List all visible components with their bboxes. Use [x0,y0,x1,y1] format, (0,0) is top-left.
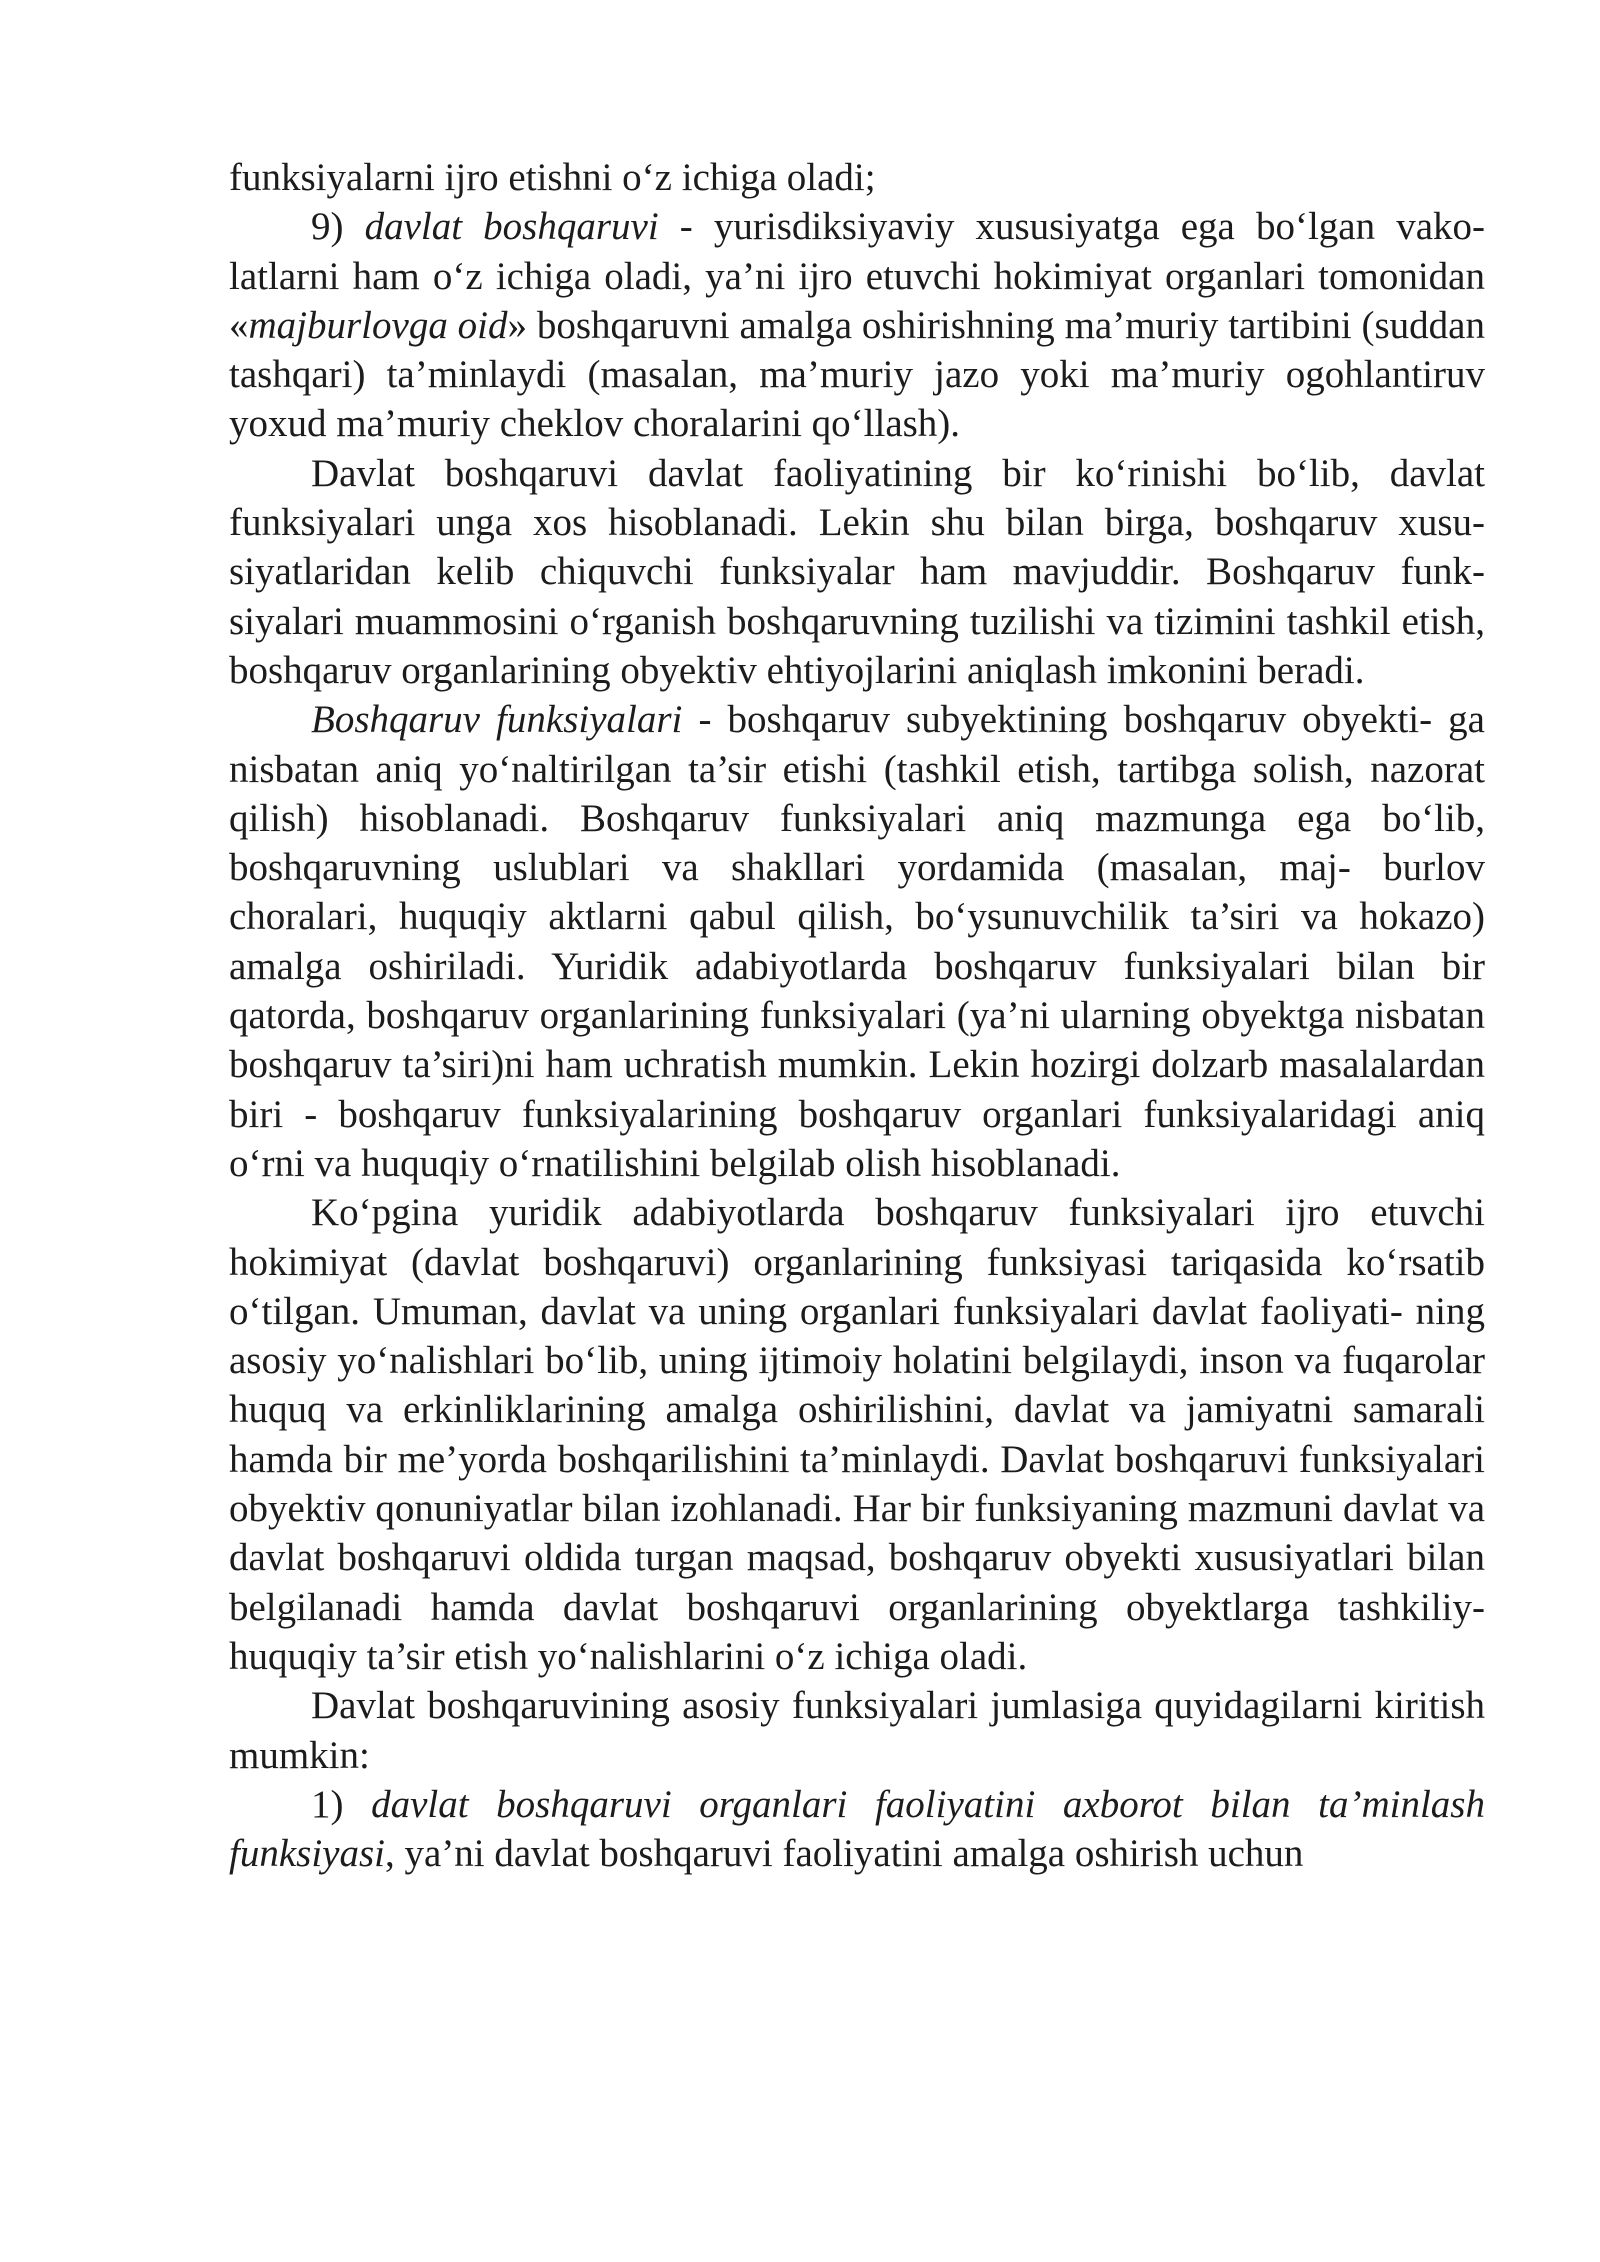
text-run: Davlat boshqaruvining asosiy funksiyalari jumlasiga quyidagilarni kiritish mumkin: [229,1684,1485,1777]
text-run: , ya’ni davlat boshqaruvi faoliyatini amalga oshirish uchun [384,1832,1304,1876]
text-run: » boshqaruvni amalga oshirishning ma’muriy tartibini (suddan tashqari) ta’minlaydi (masalan, ma’muriy jazo yoki ma’muriy ogohlantiruv yoxud ma’muriy cheklov choralarini qo‘llash). [229,303,1485,446]
text-run: 1) [311,1782,372,1826]
paragraph [229,1681,1485,1780]
paragraph [229,449,1485,695]
paragraph [229,202,1485,448]
paragraph [229,1780,1485,1879]
text-run: Ko‘pgina yuridik adabiyotlarda boshqaruv funksiyalari ijro etuvchi hokimiyat (davlat boshqaruvi) organlarining funksiyasi tariqasida ko‘rsatib o‘tilgan. Umuman, davlat va uning organlari funksiyalari davlat faoliyati- ning asosiy yo‘nalishlari bo‘lib, uning ijtimoiy holatini belgilaydi, inson va fuqarolar huquq va erkinliklarining amalga oshirilishini, davlat va jamiyatni samarali hamda bir me’yorda boshqarilishini ta’minlaydi. Davlat boshqaruvi funksiyalari obyektiv qonuniyatlar bilan izohlanadi. Har bir funksiyaning mazmuni davlat va davlat boshqaruvi oldida turgan maqsad, boshqaruv obyekti xususiyatlari bilan belgilanadi hamda davlat boshqaruvi organlarining obyektlarga tashkiliy-huquqiy ta’sir etish yo‘nalishlarini o‘z ichiga oladi. [229,1191,1485,1678]
italic-term: davlat boshqaruvi organlari faoliyatini axborot bilan ta’minlash funksiyasi [229,1782,1485,1876]
paragraph [229,1188,1485,1681]
paragraph [229,153,1485,202]
text-run: - yurisdiksiyaviy xususiyatga ega bo‘lgan vako- latlarni ham o‘z ichiga oladi, ya’ni ijro etuvchi hokimiyat organlari tomonidan « [229,205,1485,347]
text-run: Davlat boshqaruvi davlat faoliyatining bir ko‘rinishi bo‘lib, davlat funksiyalari unga xos hisoblanadi. Lekin shu bilan birga, boshqaruv xusu- siyatlaridan kelib chiquvchi funksiyalar ham mavjuddir. Boshqaruv funk- siyalari muammosini o‘rganish boshqaruvning tuzilishi va tizimini tashkil etish, boshqaruv organlarining obyektiv ehtiyojlarini aniqlash imkonini beradi. [229,451,1485,692]
italic-term: Boshqaruv funksiyalari [311,698,683,742]
italic-term: davlat boshqaruvi [364,205,659,249]
paragraph [229,695,1485,1188]
body-text [229,153,1485,1878]
text-run: funksiyalarni ijro etishni o‘z ichiga oladi; [229,156,876,199]
text-run: - boshqaruv subyektining boshqaruv obyekti- ga nisbatan aniq yo‘naltirilgan ta’sir etishi (tashkil etish, tartibga solish, nazorat qilish) hisoblanadi. Boshqaruv funksiyalari aniq mazmunga ega bo‘lib, boshqaruvning uslublari va shakllari yordamida (masalan, maj- burlov choralari, huquqiy aktlarni qabul qilish, bo‘ysunuvchilik ta’siri va hokazo) amalga oshiriladi. Yuridik adabiyotlarda boshqaruv funksiyalari bilan bir qatorda, boshqaruv organlarining funksiyalari (ya’ni ularning obyektga nisbatan boshqaruv ta’siri)ni ham uchratish mumkin. Lekin hozirgi dolzarb masalalardan biri - boshqaruv funksiyalarining boshqaruv organlari funksiyalaridagi aniq o‘rni va huquqiy o‘rnatilishini belgilab olish hisoblanadi. [229,698,1485,1185]
text-run: 9) [311,205,365,249]
italic-term: majburlovga oid [248,303,508,347]
